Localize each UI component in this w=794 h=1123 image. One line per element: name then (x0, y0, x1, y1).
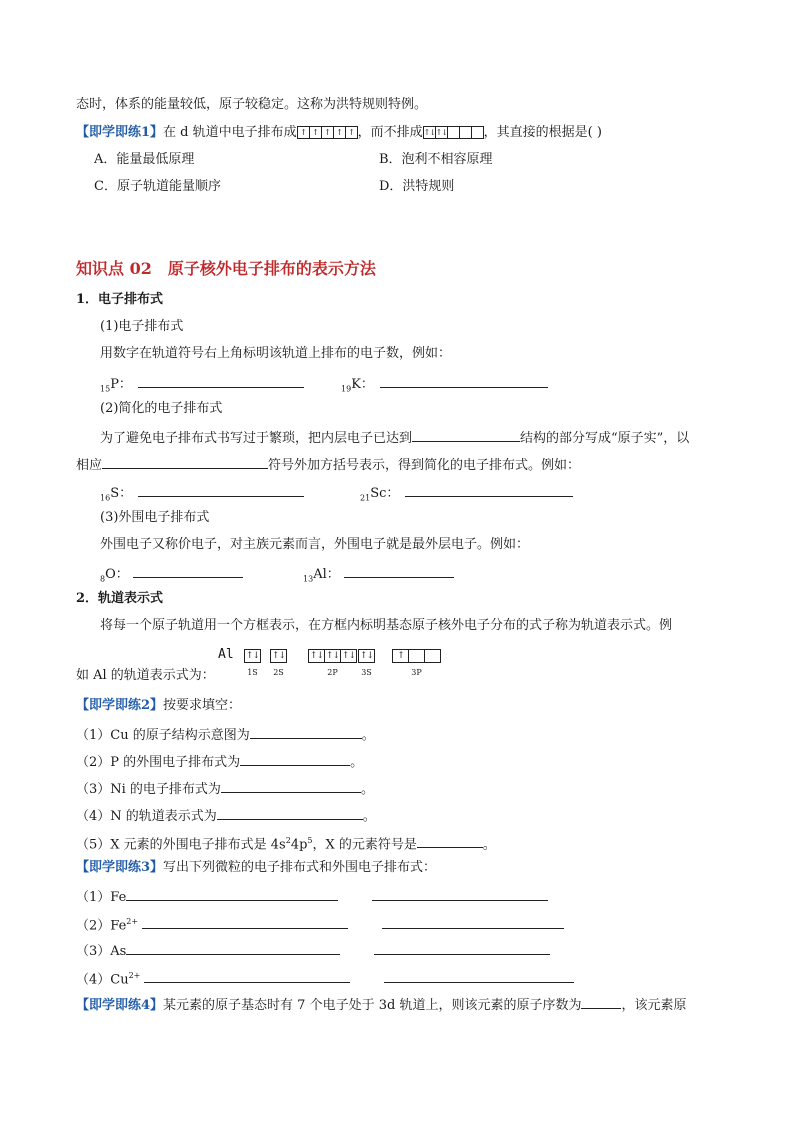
exercise-2-header (76, 697, 241, 715)
exercise-2-q1 (76, 724, 375, 745)
d-orbital-incorrect-box: ↑↓ (435, 128, 448, 137)
answer-blank-symbol[interactable] (102, 454, 268, 469)
option-a: A．能量最低原理 (94, 152, 195, 167)
intro-line: 态时，体系的能量较低，原子较稳定。这称为洪特规则特例。 (76, 97, 428, 112)
answer-blank-atomic-number[interactable] (581, 994, 621, 1009)
orbital-box-group (308, 649, 357, 663)
exercise-3-row-1 (76, 886, 548, 907)
al-orbital-group (244, 649, 261, 677)
answer-blank-fe-config[interactable] (126, 886, 338, 901)
d-orbital-incorrect-box: ↑↓ (423, 128, 436, 137)
q3-text: （3）Ni 的电子排布式为 (76, 782, 221, 797)
q5-sup-1: 2 (285, 836, 291, 845)
period: 。 (350, 755, 364, 770)
orbital-label: 3S (361, 668, 372, 677)
k-atomic-number: 19 (341, 384, 352, 394)
exercise-2-q4 (76, 805, 376, 826)
orbital-box (409, 650, 425, 662)
orbital-box: ↑↓ (245, 651, 260, 661)
d-orbital-correct-diagram (297, 126, 358, 139)
option-b: B．泡利不相容原理 (379, 152, 493, 167)
d-orbital-correct-box: ↑ (298, 127, 310, 138)
r2-charge: 2+ (126, 917, 139, 926)
option-d: D．洪特规则 (379, 179, 455, 194)
subsection-1-item-3: (3)外围电子排布式 (100, 510, 210, 525)
orbital-box-group (244, 649, 261, 663)
orbital-box: ↑↓ (309, 651, 324, 661)
answer-blank-k[interactable] (380, 373, 548, 388)
period: 。 (360, 782, 374, 797)
d-orbital-incorrect-box (460, 127, 472, 138)
option-c: C．原子轨道能量顺序 (94, 179, 221, 194)
answer-blank-fe2-valence[interactable] (382, 914, 564, 929)
al-atomic-number: 13 (303, 574, 314, 584)
exercise-1-label: 【即学即练1】 (76, 125, 164, 140)
exercise-2-q3 (76, 778, 374, 799)
al-orbital-diagram (218, 647, 448, 677)
text-c: 相应 (76, 458, 103, 473)
example-al (303, 563, 454, 589)
exercise-3-label: 【即学即练3】 (76, 860, 164, 875)
subsection-1-item-1: (1)电子排布式 (100, 319, 184, 334)
d-orbital-correct-box: ↑ (334, 127, 346, 138)
d-orbital-incorrect-box (472, 127, 483, 138)
exercise-1-text-c: ，其直接的根据是( ) (483, 125, 602, 140)
answer-blank-fe-valence[interactable] (372, 886, 548, 901)
subsection-2-text-a: 将每一个原子轨道用一个方框表示，在方框内标明基态原子核外电子分布的式子称为轨道表示式。例 (100, 618, 673, 633)
p-symbol: P： (110, 377, 132, 392)
exercise-4-text-b: ，该元素原 (621, 998, 687, 1013)
al-orbital-group (392, 649, 441, 677)
q2-text: （2）P 的外围电子排布式为 (76, 755, 241, 770)
al-orbital-group (358, 649, 375, 677)
text-b: 结构的部分写成“原子实”，以 (520, 431, 690, 446)
answer-blank-structure[interactable] (412, 427, 520, 442)
subsection-1-title: 1．电子排布式 (76, 292, 164, 307)
r3-text: （3）As (76, 944, 127, 959)
answer-blank-q2[interactable] (240, 751, 350, 766)
exercise-3-header (76, 859, 436, 877)
r4-charge: 2+ (128, 971, 141, 980)
orbital-box: ↑↓ (271, 651, 286, 661)
exercise-3-row-4 (76, 967, 574, 989)
q5-sup-2: 5 (307, 836, 313, 845)
text-d: 符号外加方括号表示，得到简化的电子排布式。例如： (268, 458, 581, 473)
answer-blank-al[interactable] (344, 563, 454, 578)
answer-blank-q5[interactable] (417, 833, 483, 848)
q4-text: （4）N 的轨道表示式为 (76, 809, 217, 824)
text-a: 为了避免电子排布式书写过于繁琐，把内层电子已达到 (100, 431, 413, 446)
al-orbital-group (270, 649, 287, 677)
orbital-box-group (358, 649, 375, 663)
q5-text-a: （5）X 元素的外围电子排布式是 4s (76, 837, 286, 853)
orbital-box: ↑ (393, 650, 409, 662)
subsection-1-item-1-text: 用数字在轨道符号右上角标明该轨道上排布的电子数，例如： (100, 346, 452, 361)
d-orbital-correct-box: ↑ (310, 127, 322, 138)
q5-text-b: 4p (290, 837, 308, 853)
d-orbital-incorrect-box (448, 127, 460, 138)
s-symbol: S： (110, 486, 133, 501)
exercise-4 (76, 994, 686, 1015)
exercise-2-q2 (76, 751, 363, 772)
answer-blank-p[interactable] (138, 373, 304, 388)
exercise-3-title: 写出下列微粒的电子排布式和外围电子排布式： (163, 860, 437, 875)
answer-blank-q3[interactable] (221, 778, 361, 793)
orbital-box: ↑↓ (341, 651, 356, 661)
exercise-2-label: 【即学即练2】 (76, 698, 164, 713)
k-symbol: K： (351, 377, 374, 392)
subsection-2-text-b: 如 Al 的轨道表示式为： (76, 668, 215, 683)
answer-blank-q4[interactable] (217, 805, 363, 820)
example-s (100, 482, 304, 508)
answer-blank-o[interactable] (133, 563, 243, 578)
orbital-label: 2P (327, 668, 338, 677)
exercise-3-row-2 (76, 913, 564, 935)
orbital-box: ↑↓ (359, 651, 374, 661)
orbital-box (425, 650, 440, 662)
sc-symbol: Sc： (370, 486, 400, 501)
orbital-label: 2S (273, 668, 284, 677)
period: 。 (362, 809, 376, 824)
exercise-4-label: 【即学即练4】 (76, 998, 164, 1013)
subsection-1-item-2: (2)简化的电子排布式 (100, 401, 223, 416)
al-orbital-group (308, 649, 357, 677)
q5-text-c: ，X 的元素符号是 (312, 837, 417, 853)
example-p (100, 373, 304, 399)
answer-blank-cu2-config[interactable] (144, 968, 350, 983)
answer-blank-sc[interactable] (405, 482, 573, 497)
al-diagram-label: Al (218, 647, 234, 662)
section-heading: 知识点 02 原子核外电子排布的表示方法 (76, 259, 376, 278)
exercise-1-text-b: ，而不排成 (357, 125, 423, 140)
subsection-1-item-2-text-b (76, 454, 580, 475)
r4-text: （4）Cu (76, 972, 129, 988)
q1-text: （1）Cu 的原子结构示意图为 (76, 728, 250, 743)
period: 。 (361, 728, 375, 743)
o-symbol: O： (105, 567, 129, 582)
answer-blank-fe2-config[interactable] (142, 914, 348, 929)
exercise-2-q5 (76, 832, 496, 854)
exercise-1-text-a: 在 d 轨道中电子排布成 (163, 125, 297, 140)
d-orbital-correct-box: ↑ (348, 128, 354, 137)
subsection-1-item-3-text: 外围电子又称价电子，对主族元素而言，外围电子就是最外层电子。例如： (100, 537, 530, 552)
orbital-box-group (392, 649, 441, 663)
r2-text: （2）Fe (76, 918, 127, 934)
d-orbital-incorrect-diagram (423, 126, 484, 139)
example-o (100, 563, 243, 589)
r1-text: （1）Fe (76, 890, 127, 905)
orbital-label: 1S (247, 668, 258, 677)
exercise-1 (76, 124, 602, 142)
subsection-1-item-2-text-a (100, 427, 689, 448)
exercise-3-row-3 (76, 940, 550, 961)
sc-atomic-number: 21 (360, 493, 371, 503)
orbital-box: ↑↓ (325, 651, 340, 661)
orbital-label: 3P (411, 668, 422, 677)
orbital-box-group (270, 649, 287, 663)
answer-blank-s[interactable] (138, 482, 304, 497)
example-k (341, 373, 548, 399)
exercise-2-title: 按要求填空： (163, 698, 242, 713)
answer-blank-as-config[interactable] (126, 940, 340, 955)
answer-blank-cu2-valence[interactable] (384, 968, 574, 983)
s-atomic-number: 16 (100, 493, 111, 503)
p-atomic-number: 15 (100, 384, 111, 394)
al-symbol: Al： (313, 567, 340, 582)
answer-blank-as-valence[interactable] (374, 940, 550, 955)
exercise-4-text-a: 某元素的原子基态时有 7 个电子处于 3d 轨道上，则该元素的原子序数为 (163, 998, 582, 1013)
subsection-2-title: 2．轨道表示式 (76, 591, 164, 606)
o-atomic-number: 8 (100, 574, 106, 584)
period: 。 (482, 837, 496, 853)
d-orbital-correct-box: ↑ (322, 127, 334, 138)
example-sc (360, 482, 573, 508)
answer-blank-q1[interactable] (250, 724, 362, 739)
